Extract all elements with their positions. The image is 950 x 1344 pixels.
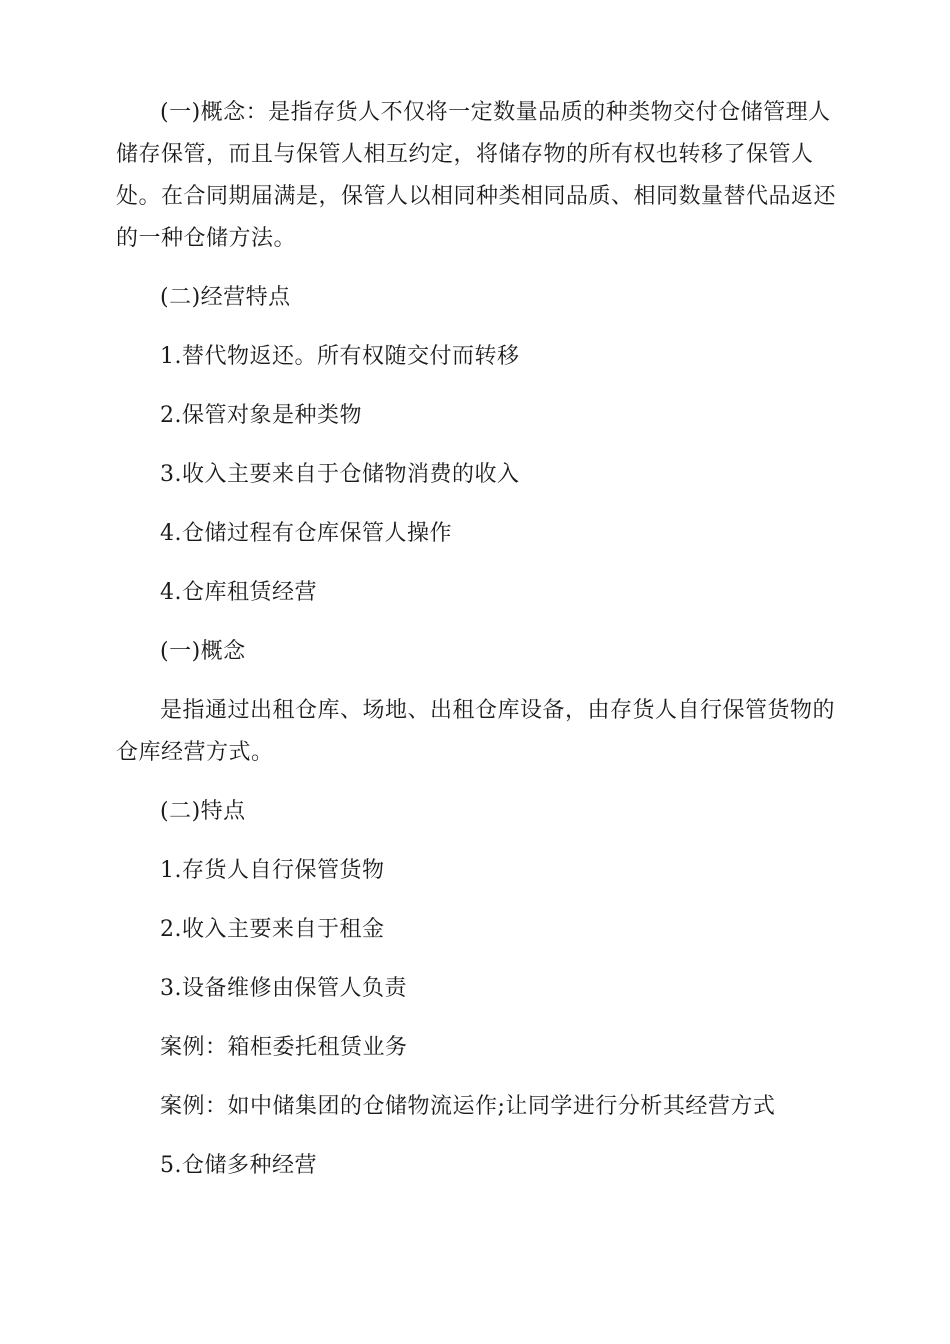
list-item-storage-process: 4.仓储过程有仓库保管人操作 <box>160 521 452 546</box>
section-heading-warehouse-leasing: 4.仓库租赁经营 <box>160 580 317 605</box>
section-heading-diversified-operation: 5.仓储多种经营 <box>160 1153 317 1178</box>
list-item-self-custody: 1.存货人自行保管货物 <box>160 858 385 883</box>
list-item-rent-income: 2.收入主要来自于租金 <box>160 917 385 942</box>
paragraph-concept-definition: (一)概念：是指存货人不仅将一定数量品质的种类物交付仓储管理人储存保管，而且与保管人相互约定，将储存物的所有权也转移了保管人处。在合同期届满是，保管人以相同种类相同品质、相同数量替代品返还的一种仓储方法。 <box>116 100 837 251</box>
list-item-custody-object: 2.保管对象是种类物 <box>160 403 362 428</box>
list-item-equipment-maintenance: 3.设备维修由保管人负责 <box>160 976 407 1001</box>
case-sinotrans-logistics: 案例：如中储集团的仓储物流运作;让同学进行分析其经营方式 <box>160 1094 776 1119</box>
heading-business-features: (二)经营特点 <box>160 285 291 310</box>
list-item-substitute-return: 1.替代物返还。所有权随交付而转移 <box>160 344 520 369</box>
list-item-income-source: 3.收入主要来自于仓储物消费的收入 <box>160 462 520 487</box>
heading-concept: (一)概念 <box>160 639 246 664</box>
heading-features: (二)特点 <box>160 799 246 824</box>
paragraph-leasing-definition: 是指通过出租仓库、场地、出租仓库设备，由存货人自行保管货物的仓库经营方式。 <box>116 698 836 765</box>
case-container-leasing: 案例：箱柜委托租赁业务 <box>160 1035 408 1060</box>
